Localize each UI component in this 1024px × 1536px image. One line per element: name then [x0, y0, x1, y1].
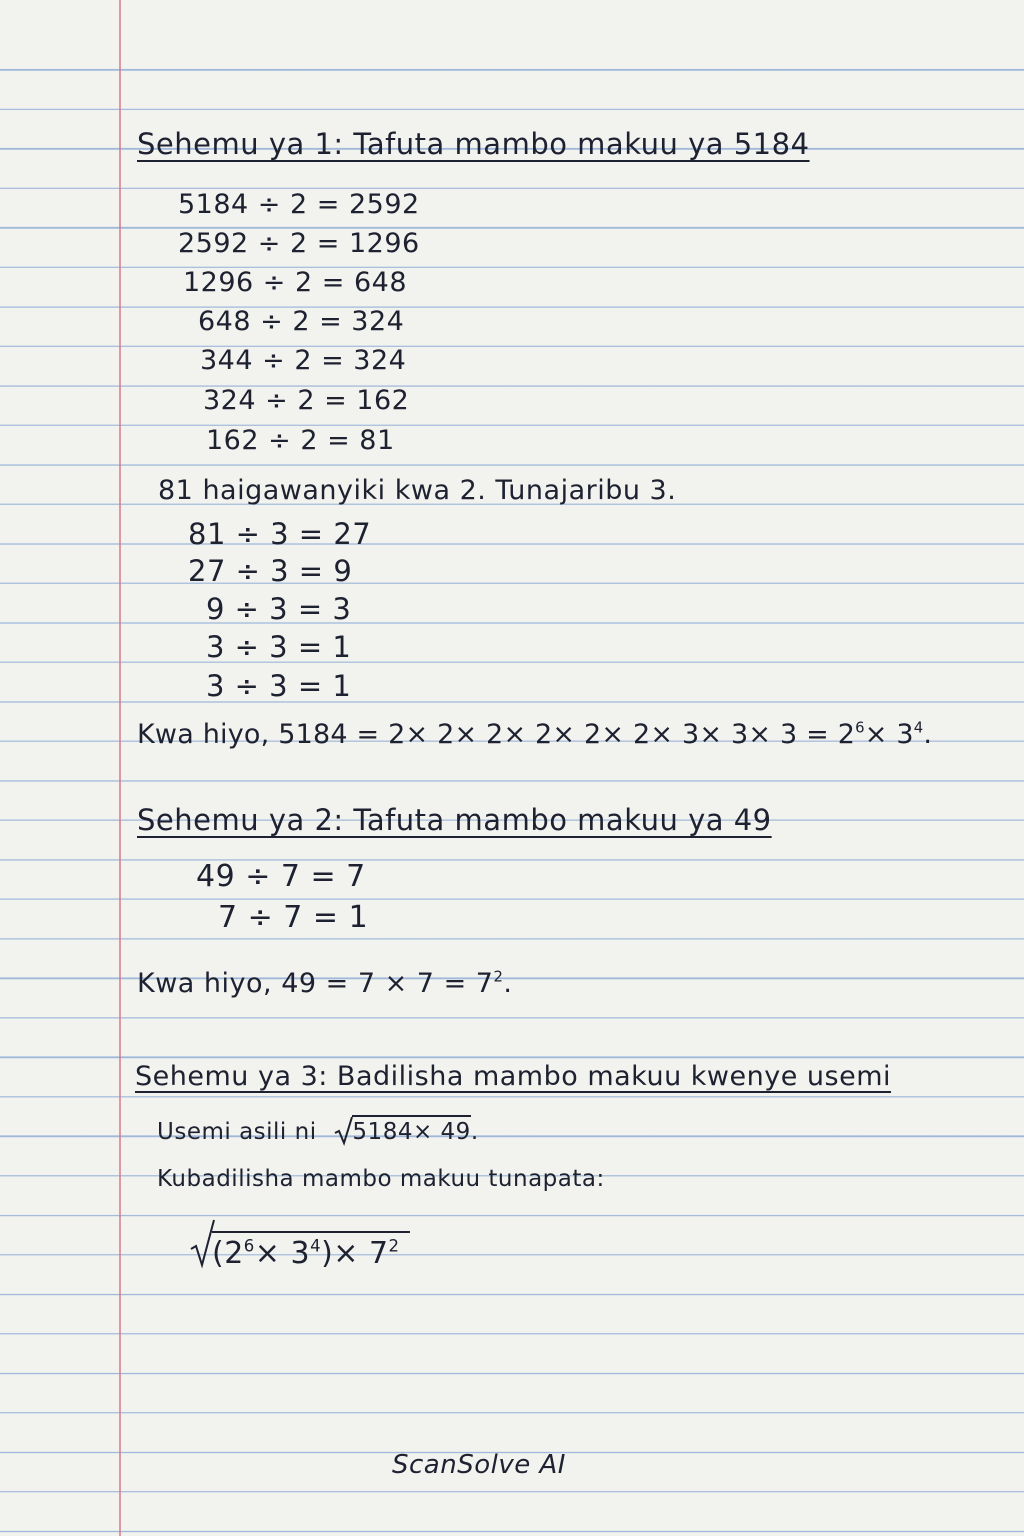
conclusion-text: × 3 — [864, 719, 914, 750]
radicand — [212, 1231, 410, 1269]
division-step: 49 ÷ 7 = 7 — [196, 859, 366, 894]
division-step: 162 ÷ 2 = 81 — [206, 425, 395, 456]
radical-sign-icon — [334, 1116, 354, 1146]
final-expression — [190, 1231, 410, 1269]
division-step: 1296 ÷ 2 = 648 — [183, 267, 408, 298]
exponent: 2 — [493, 967, 504, 986]
exponent: 6 — [243, 1236, 255, 1256]
division-step: 344 ÷ 2 = 324 — [200, 345, 407, 376]
division-step: 648 ÷ 2 = 324 — [198, 306, 405, 337]
radicand: 5184× 49 — [352, 1115, 470, 1145]
conclusion-text: Kwa hiyo, 49 = 7 × 7 = 7 — [137, 968, 494, 999]
square-root — [334, 1121, 470, 1144]
margin-line — [119, 0, 121, 1536]
exponent: 4 — [913, 718, 924, 737]
part1-heading: Sehemu ya 1: Tafuta mambo makuu ya 5184 — [137, 127, 810, 161]
division-step: 2592 ÷ 2 = 1296 — [178, 228, 420, 259]
footer-brand: ScanSolve AI — [392, 1450, 566, 1480]
part1-note: 81 haigawanyiki kwa 2. Tunajaribu 3. — [158, 475, 677, 506]
part3-line1 — [157, 1121, 479, 1144]
division-step-3: 81 ÷ 3 = 27 — [188, 517, 372, 551]
radical-sign-icon — [190, 1219, 216, 1269]
division-step-3: 9 ÷ 3 = 3 — [206, 592, 352, 626]
division-step: 5184 ÷ 2 = 2592 — [178, 189, 420, 220]
division-step: 7 ÷ 7 = 1 — [218, 900, 369, 935]
division-step-3: 3 ÷ 3 = 1 — [206, 630, 352, 664]
exponent: 4 — [310, 1236, 322, 1256]
conclusion-end: . — [923, 719, 933, 750]
part2-conclusion — [137, 967, 513, 999]
exponent: 2 — [388, 1236, 400, 1256]
conclusion-text: Kwa hiyo, 5184 = 2× 2× 2× 2× 2× 2× 3× 3× 3 = 2 — [137, 719, 856, 750]
division-step-3: 3 ÷ 3 = 1 — [206, 669, 352, 703]
part3-line2: Kubadilisha mambo makuu tunapata: — [157, 1166, 605, 1192]
line-text: Usemi asili ni — [157, 1119, 317, 1145]
expr-part: )× 7 — [321, 1236, 389, 1271]
part2-heading: Sehemu ya 2: Tafuta mambo makuu ya 49 — [137, 803, 772, 837]
expr-part: (2 — [212, 1236, 244, 1271]
part1-conclusion — [137, 718, 933, 750]
part3-heading: Sehemu ya 3: Badilisha mambo makuu kwenye usemi — [135, 1061, 892, 1092]
line-end: . — [470, 1119, 479, 1145]
division-step: 324 ÷ 2 = 162 — [203, 385, 410, 416]
exponent: 6 — [855, 718, 865, 737]
division-step-3: 27 ÷ 3 = 9 — [188, 554, 353, 588]
expr-part: × 3 — [254, 1236, 311, 1271]
conclusion-end: . — [503, 968, 513, 999]
